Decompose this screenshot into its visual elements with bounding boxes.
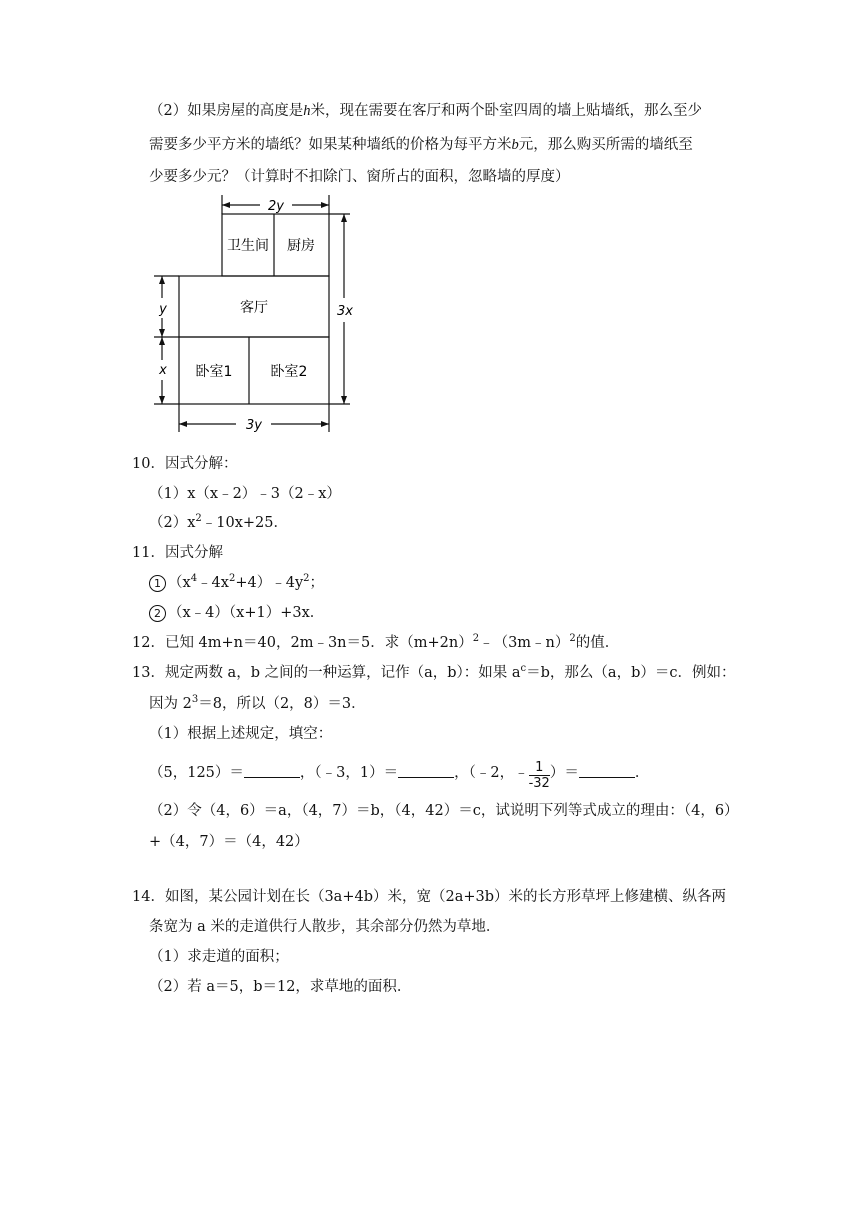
q9-part2-line2: 需要多少平方米的墙纸？如果某种墙纸的价格为每平方米b元，那么购买所需的墙纸至 — [149, 137, 693, 153]
dim-label-left-x: x — [159, 363, 167, 378]
q14-line1: 14．如图，某公园计划在长（3a+4b）米，宽（2a+3b）米的长方形草坪上修建横、纵各两 — [132, 889, 727, 905]
room-bathroom: 卫生间 — [227, 238, 269, 254]
room-bedroom-2: 卧室2 — [270, 364, 308, 380]
q9-part2-line1: （2）如果房屋的高度是h米，现在需要在客厅和两个卧室四周的墙上贴墙纸，那么至少 — [149, 103, 702, 119]
fraction: $\frac{1}{-32}$ — [528, 760, 550, 791]
q9-part2-line3: 少要多少元？（计算时不扣除门、窗所占的面积，忽略墙的厚度） — [149, 169, 570, 185]
q13-part1-title: （1）根据上述规定，填空： — [149, 726, 333, 742]
answer-blank-1[interactable] — [244, 765, 300, 778]
q11-title: 11．因式分解 — [132, 545, 223, 561]
q14-part1: （1）求走道的面积； — [149, 949, 289, 965]
circled-number-1: 1 — [149, 575, 166, 592]
var-h: h — [303, 103, 311, 119]
dim-label-left-y: y — [159, 302, 167, 317]
answer-blank-3[interactable] — [579, 765, 635, 778]
q10-part1: （1）x（x﹣2）﹣3（2﹣x） — [149, 486, 341, 502]
answer-blank-2[interactable] — [398, 765, 454, 778]
room-kitchen: 厨房 — [287, 238, 315, 254]
q13-line2: 因为 $2^3=8$，所以（2，8）＝3． — [149, 694, 366, 712]
q12-text: 12．已知 4m+n＝40，2m﹣3n＝5．求$(m+2n)^2﹣(3m﹣n)^2$的值． — [132, 633, 620, 651]
q14-line2: 条宽为 a 米的走道供行人散步，其余部分仍然为草地． — [149, 919, 501, 935]
q11-part2: 2 （x﹣4）（x+1）+3x． — [149, 601, 324, 622]
floorplan-diagram — [150, 190, 370, 440]
room-living: 客厅 — [240, 300, 268, 316]
dim-label-bottom: 3y — [246, 418, 262, 433]
q13-line1: 13．规定两数 a，b 之间的一种运算，记作（a，b）：如果 $a^c=b$，那么（a，b）＝c．例如： — [132, 663, 736, 681]
q10-part2: $(2)x^2﹣10x+25$． — [149, 513, 289, 531]
q14-part2: （2）若 a＝5，b＝12，求草地的面积． — [149, 979, 412, 995]
dim-label-top: 2y — [268, 199, 284, 214]
circled-number-2: 2 — [149, 605, 166, 622]
q13-part2-line2: +（4，7）＝（4，42） — [149, 834, 309, 850]
q13-part2-line1: （2）令（4，6）＝a，（4，7）＝b，（4，42）＝c，试说明下列等式成立的理由：（4，6） — [149, 803, 739, 819]
room-bedroom-1: 卧室1 — [195, 364, 233, 380]
q13-fill-line: （5，125）＝ ，（﹣3，1）＝ ，（﹣2，﹣ $\frac{1}{-32}$ ）＝ ． — [149, 760, 650, 791]
q11-part1: 1 $(x^4﹣4x^2+4)﹣4y^2$； — [149, 571, 324, 592]
var-b: b — [511, 137, 519, 153]
dim-label-right: 3x — [337, 304, 353, 319]
q10-title: 10．因式分解： — [132, 456, 238, 472]
